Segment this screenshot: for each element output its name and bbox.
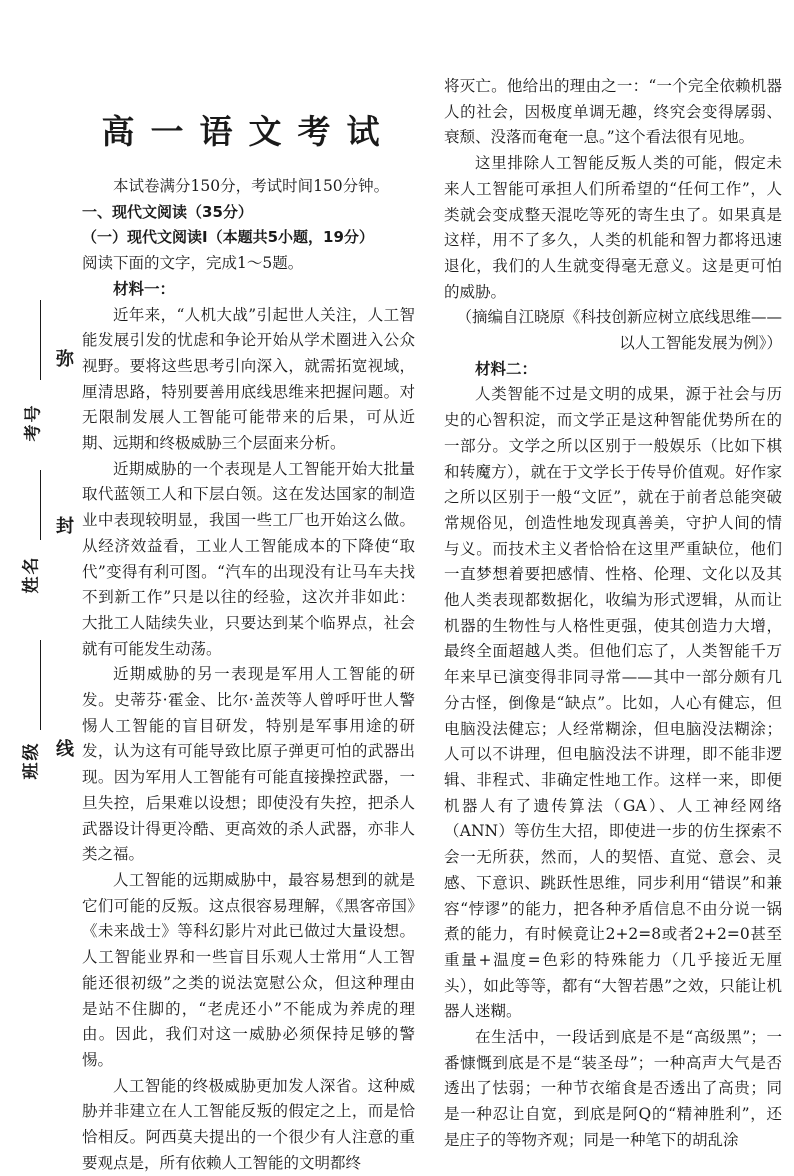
material-one-paragraph: 人工智能的终极威胁更加发人深省。这种威胁并非建立在人工智能反叛的假定之上，而是恰恰相反。阿西莫夫提出的一个很少有人注意的重要观点是，所有依赖人工智能的文明都终 — [82, 1076, 415, 1172]
material-one-paragraph: 近年来，“人机大战”引起世人关注，人工智能发展引发的忧虑和争论开始从学术圈进入公众视野。要将这些思考引向深入，就需拓宽视域，厘清思路，特别要善用底线思维来把握问题。对无限制发展人工智能可能带来的后果，可从近期、远期和终极威胁三个层面来分析。 — [82, 305, 415, 453]
material-two-paragraph: 人类智能不过是文明的成果，源于社会与历史的心智积淀，而文学正是这种智能优势所在的一部分。文学之所以区别于一般娱乐（比如下棋和转魔方），就在于文学长于传导价值观。好作家之所以区别于一般“文匠”，就在于前者总能突破常规俗见，创造性地发现真善美，守护人间的情与义。而技术主义者恰恰在这里严重缺位，他们一直梦想着要把感情、性格、伦理、文化以及其他人类表现都数据化，收编为形式逻辑，从而让机器的生物性与人格性更强，使其创造力大增，最终全面超越人类。但他们忘了，人类智能千万年来早已演变得非同寻常——其中一部分颇有几分古怪，倒像是“缺点”。比如，人心有健忘，但电脑没法健忘；人经常糊涂，但电脑没法糊涂；人可以不讲理，但电脑没法不讲理，即不能非逻辑、非程式、非确定性地工作。这样一来，即便机器人有了遗传算法（GA）、人工神经网络（ANN）等仿生大招，即使进一步的仿生探索不会一无所获，然而，人的契悟、直觉、意会、灵感、下意识、跳跃性思维，同步利用“错误”和兼容“悖谬”的能力，把各种矛盾信息不由分说一锅煮的能力，有时候竟让2+2=8或者2+2=0甚至重量+温度=色彩的特殊能力（几乎接近无厘头），如此等等，都有“大智若愚”之效，只能让机器人迷糊。 — [444, 385, 782, 1021]
class-label: 班级 — [21, 741, 42, 780]
reading-instruction: 阅读下面的文字，完成1～5题。 — [82, 254, 304, 273]
seal-char-feng: 封 — [56, 516, 74, 537]
left-column — [82, 0, 415, 1176]
name-line — [40, 470, 41, 540]
page-title: 高一语文考试 — [101, 112, 396, 151]
right-column — [444, 74, 782, 1154]
material-one-paragraph: 近期威胁的另一表现是军用人工智能的研发。史蒂芬·霍金、比尔·盖茨等人曾呼吁世人警惕人工智能的盲目研发，特别是军事用途的研发，认为这有可能导致比原子弹更可怕的武器出现。因为军用人工智能有可能直接操控武器，一旦失控，后果难以设想；即使没有失控，把杀人武器设计得更冷酷、更高效的杀人武器，亦非人类之福。 — [82, 665, 415, 864]
exam-number-line — [40, 300, 41, 380]
material-one-source: （摘编自江晓原《科技创新应树立底线思维——以人工智能发展为例》） — [456, 308, 782, 353]
material-one-paragraph: 近期威胁的一个表现是人工智能开始大批量取代蓝领工人和下层白领。这在发达国家的制造业中表现较明显，我国一些工厂也开始这么做。从经济效益看，工业人工智能成本的下降使“取代”变得有利可图。“汽车的出现没有让马车夫找不到新工作”只是以往的经验，这次并非如此：大批工人陆续失业，只要达到某个临界点，社会就有可能发生动荡。 — [82, 459, 415, 658]
material-two-paragraph: 在生活中，一段话到底是不是“高级黑”；一番慷慨到底是不是“装圣母”；一种高声大气是否透出了怯弱；一种节衣缩食是否透出了高贵；同是一种忍让自宽，到底是阿Q的“精神胜利”，还是庄子的等物齐观；同是一种笔下的胡乱涂 — [444, 1028, 782, 1149]
material-one-label: 材料一： — [113, 279, 176, 298]
subsection-heading: （一）现代文阅读Ⅰ（本题共5小题，19分） — [82, 228, 374, 247]
material-one-paragraph: 人工智能的远期威胁中，最容易想到的就是它们可能的反叛。这点很容易理解，《黑客帝国》《未来战士》等科幻影片对此已做过大量设想。人工智能业界和一些盲目乐观人士常用“人工智能还很初级”之类的说法宽慰公众，但这种理由是站不住脚的，“老虎还小”不能成为养虎的理由。因此，我们对这一威胁必须保持足够的警惕。 — [82, 870, 415, 1069]
seal-char-mi: 弥 — [56, 349, 74, 370]
exam-number-label: 考号 — [23, 403, 44, 442]
material-one-continuation: 将灭亡。他给出的理由之一：“一个完全依赖机器人的社会，因极度单调无趣，终究会变得孱弱、衰颓、没落而奄奄一息。”这个看法很有见地。 — [444, 77, 782, 147]
section-heading: 一、现代文阅读（35分） — [82, 202, 253, 221]
material-one-paragraph: 这里排除人工智能反叛人类的可能，假定未来人工智能可承担人们所希望的“任何工作”，人类就会变成整天混吃等死的寄生虫了。如果真是这样，用不了多久，人类的机能和智力都将迅速退化，我们的人生就变得毫无意义。这是更可怕的威胁。 — [444, 154, 782, 301]
class-line — [40, 640, 41, 730]
name-label: 姓名 — [21, 555, 42, 594]
material-two-label: 材料二： — [475, 359, 538, 378]
binding-margin — [0, 0, 78, 1169]
seal-char-xian: 线 — [56, 739, 74, 760]
exam-info: 本试卷满分150分，考试时间150分钟。 — [113, 177, 390, 195]
